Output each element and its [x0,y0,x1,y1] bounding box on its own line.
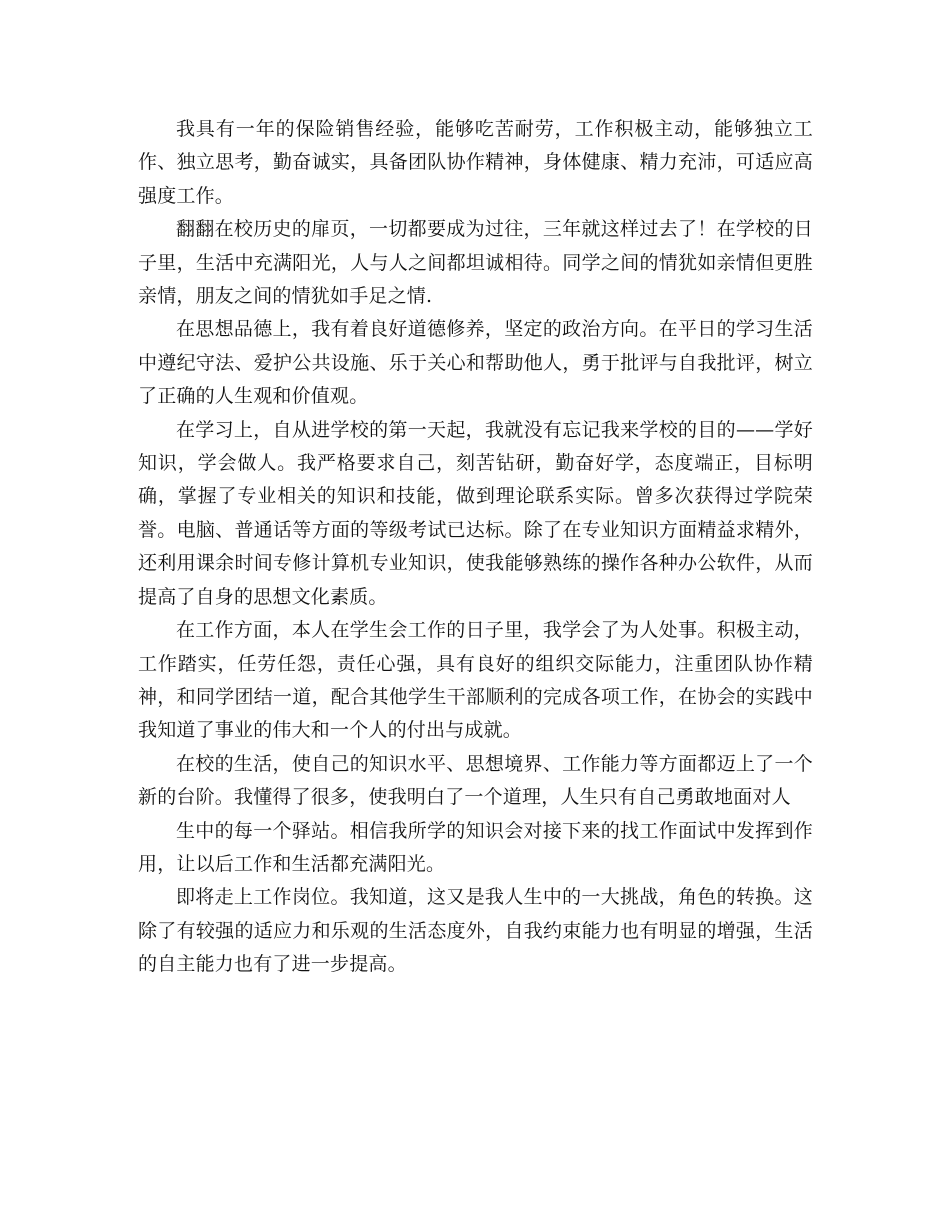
paragraph-life-stations: 生中的每一个驿站。相信我所学的知识会对接下来的找工作面试中发挥到作用，让以后工作和生活都充满阳光。 [138,819,813,875]
paragraph-insurance-experience: 我具有一年的保险销售经验，能够吃苦耐劳，工作积极主动，能够独立工作、独立思考，勤奋诚实，具备团队协作精神，身体健康、精力充沛，可适应高强度工作。 [138,118,813,207]
document-page [138,113,813,982]
paragraph-study: 在学习上，自从进学校的第一天起，我就没有忘记我来学校的目的——学好知识，学会做人。我严格要求自己，刻苦钻研，勤奋好学，态度端正，目标明确，掌握了专业相关的知识和技能，做到理论联系实际。曾多次获得过学院荣誉。电脑、普通话等方面的等级考试已达标。除了在专业知识方面精益求精外，还利用课余时间专修计算机专业知识，使我能够熟练的操作各种办公软件，从而提高了自身的思想文化素质。 [138,418,813,608]
paragraph-school-life: 在校的生活，使自己的知识水平、思想境界、工作能力等方面都迈上了一个新的台阶。我懂得了很多，使我明白了一个道理，人生只有自己勇敢地面对人 [138,752,813,809]
paragraph-school-history: 翻翻在校历史的扉页，一切都要成为过往，三年就这样过去了！在学校的日子里，生活中充满阳光，人与人之间都坦诚相待。同学之间的情犹如亲情但更胜亲情，朋友之间的情犹如手足之情. [138,218,813,308]
paragraph-moral-character: 在思想品德上，我有着良好道德修养，坚定的政治方向。在平日的学习生活中遵纪守法、爱护公共设施、乐于关心和帮助他人，勇于批评与自我批评，树立了正确的人生观和价值观。 [138,318,813,408]
paragraph-work: 在工作方面，本人在学生会工作的日子里，我学会了为人处事。积极主动，工作踏实，任劳任怨，责任心强，具有良好的组织交际能力，注重团队协作精神，和同学团结一道，配合其他学生干部顺利的完成各项工作，在协会的实践中我知道了事业的伟大和一个人的付出与成就。 [138,619,813,742]
paragraph-future-work: 即将走上工作岗位。我知道，这又是我人生中的一大挑战，角色的转换。这除了有较强的适应力和乐观的生活态度外，自我约束能力也有明显的增强，生活的自主能力也有了进一步提高。 [138,886,813,976]
